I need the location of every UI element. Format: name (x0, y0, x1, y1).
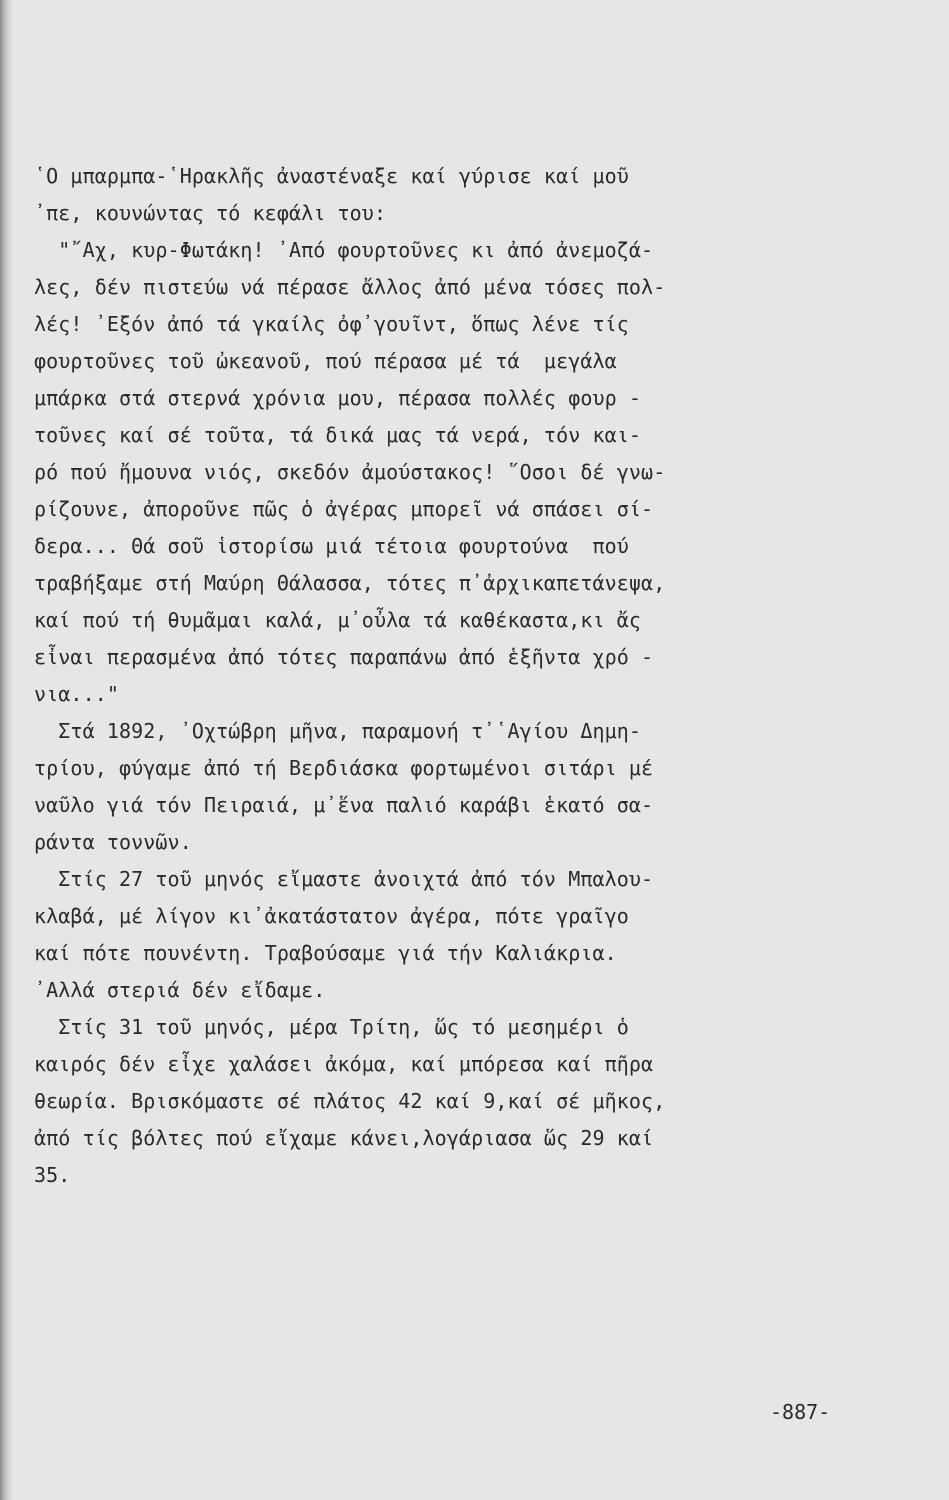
text-line: ρίζουνε, ἀποροῦνε πῶς ὁ ἀγέρας μπορεῖ νά σπάσει σί- (34, 497, 654, 521)
text-line: ῾Ο μπαρμπα-῾Ηρακλῆς ἀναστέναξε καί γύρισε καί μοῦ (34, 164, 629, 188)
text-line: "῎Αχ, κυρ-Φωτάκη! ᾿Από φουρτοῦνες κι ἀπό ἀνεμοζά- (34, 238, 654, 262)
text-line: νια..." (34, 682, 119, 706)
text-line: Στά 1892, ᾿Οχτώβρη μῆνα, παραμονή τ᾿῾Αγίου Δημη- (34, 719, 642, 743)
text-line: ᾿Αλλά στεριά δέν εἴδαμε. (34, 978, 326, 1002)
text-line: ράντα τοννῶν. (34, 830, 192, 854)
text-line: ναῦλο γιά τόν Πειραιά, μ᾿ἕνα παλιό καράβι ἑκατό σα- (34, 793, 654, 817)
text-line: θεωρία. Βρισκόμαστε σέ πλάτος 42 καί 9,καί σέ μῆκος, (34, 1089, 666, 1113)
text-line: τρίου, φύγαμε ἀπό τή Βερδιάσκα φορτωμένοι σιτάρι μέ (34, 756, 654, 780)
text-line: καί πού τή θυμᾶμαι καλά, μ᾿οὖλα τά καθέκαστα,κι ἄς (34, 608, 642, 632)
text-line: δερα... Θά σοῦ ἱστορίσω μιά τέτοια φουρτούνα πού (34, 534, 629, 558)
page-binding-edge (0, 0, 13, 1500)
text-line: ᾿πε, κουνώντας τό κεφάλι του: (34, 201, 387, 225)
text-line: ἀπό τίς βόλτες πού εἴχαμε κάνει,λογάριασα ὥς 29 καί (34, 1126, 654, 1150)
text-line: λές! ᾿Εξόν ἀπό τά γκαίλς ὀφ᾿γουῖντ, ὅπως λένε τίς (34, 312, 629, 336)
text-line: κλαβά, μέ λίγον κι᾿ἀκατάστατον ἀγέρα, πότε γραῖγο (34, 904, 629, 928)
text-line: Στίς 27 τοῦ μηνός εἴμαστε ἀνοιχτά ἀπό τόν Μπαλου- (34, 867, 654, 891)
text-line: Στίς 31 τοῦ μηνός, μέρα Τρίτη, ὥς τό μεσημέρι ὁ (34, 1015, 629, 1039)
text-line: εἶναι περασμένα ἀπό τότες παραπάνω ἀπό ἑξῆντα χρό - (34, 645, 654, 669)
text-line: ρό πού ἤμουνα νιός, σκεδόν ἀμούστακος! ῞Οσοι δέ γνω- (34, 460, 666, 484)
text-line: καί πότε πουνέντη. Τραβούσαμε γιά τήν Καλιάκρια. (34, 941, 617, 965)
text-line: φουρτοῦνες τοῦ ὠκεανοῦ, πού πέρασα μέ τά μεγάλα (34, 349, 617, 373)
page-number: -887- (770, 1400, 831, 1424)
text-line: μπάρκα στά στερνά χρόνια μου, πέρασα πολλές φουρ - (34, 386, 642, 410)
text-line: καιρός δέν εἶχε χαλάσει ἀκόμα, καί μπόρεσα καί πῆρα (34, 1052, 654, 1076)
text-line: τοῦνες καί σέ τοῦτα, τά δικά μας τά νερά, τόν και- (34, 423, 642, 447)
text-line: τραβήξαμε στή Μαύρη Θάλασσα, τότες π᾿ἀρχικαπετάνεψα, (34, 571, 666, 595)
body-text (34, 158, 904, 1194)
text-line: 35. (34, 1163, 71, 1187)
text-line: λες, δέν πιστεύω νά πέρασε ἄλλος ἀπό μένα τόσες πολ- (34, 275, 666, 299)
